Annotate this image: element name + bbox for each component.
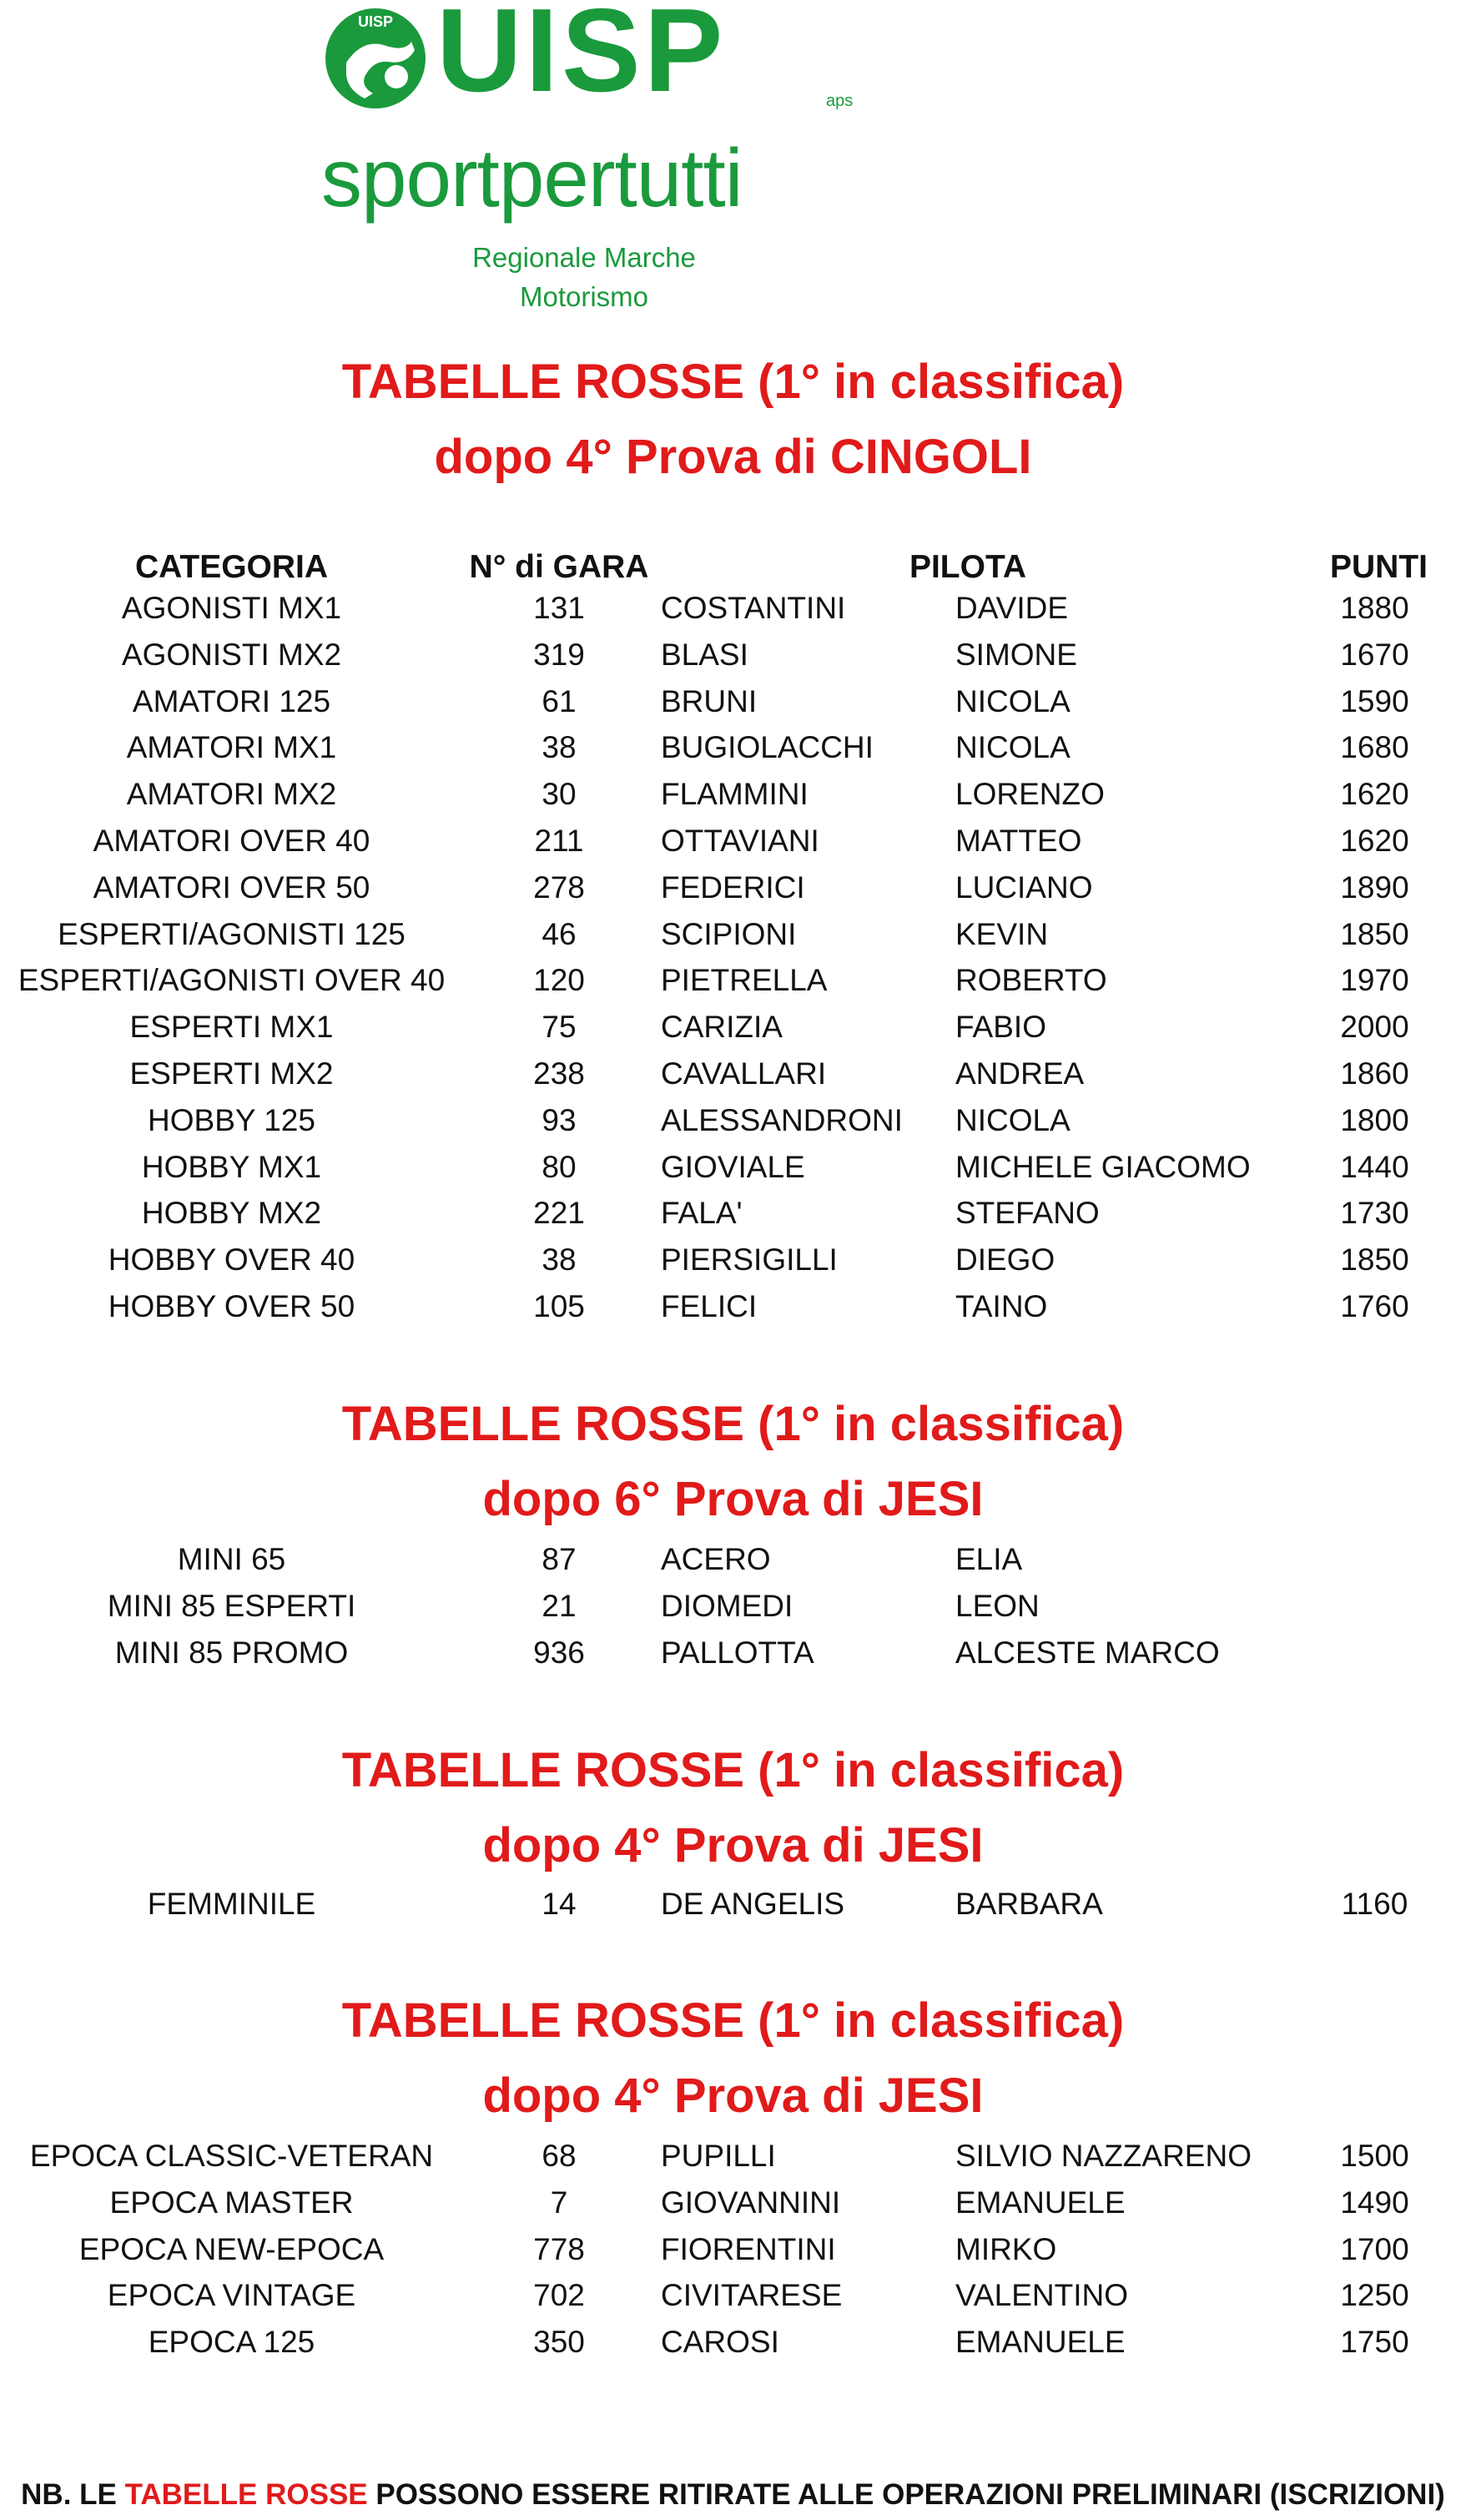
cell-points: 1670 (1340, 637, 1409, 672)
cell-first-name: LUCIANO (955, 869, 1093, 905)
cell-category: AMATORI OVER 50 (93, 869, 370, 905)
section-title-jesi-4-epoca (0, 1983, 1466, 2134)
table-row (0, 911, 1466, 958)
cell-surname: PIETRELLA (661, 963, 828, 998)
cell-race-number: 87 (542, 1542, 577, 1576)
cell-first-name: LORENZO (955, 777, 1105, 812)
cell-category: AGONISTI MX2 (121, 637, 342, 672)
cell-first-name: EMANUELE (955, 2185, 1126, 2220)
cell-race-number: 21 (542, 1588, 577, 1623)
cell-first-name: SIMONE (955, 637, 1077, 672)
cell-first-name: NICOLA (955, 1102, 1071, 1137)
cell-category: HOBBY OVER 50 (108, 1289, 355, 1323)
cell-points: 1880 (1340, 591, 1409, 625)
cell-surname: SCIPIONI (661, 916, 797, 951)
cell-first-name: STEFANO (955, 1196, 1100, 1231)
table-row (0, 1630, 1466, 1676)
cell-surname: PUPILLI (661, 2139, 776, 2173)
cell-category: MINI 85 PROMO (114, 1635, 349, 1670)
footer-prefix: NB. LE (21, 2478, 125, 2511)
cell-race-number: 120 (533, 963, 585, 998)
cell-category: AMATORI MX1 (126, 730, 337, 765)
cell-points: 1490 (1340, 2185, 1409, 2220)
cell-category: EPOCA VINTAGE (107, 2278, 356, 2313)
table-row (0, 724, 1466, 771)
cell-points: 1760 (1340, 1289, 1409, 1323)
cell-category: MINI 85 ESPERTI (107, 1588, 356, 1623)
cell-category: AGONISTI MX1 (121, 591, 342, 625)
cell-category: EPOCA MASTER (109, 2185, 354, 2220)
cell-surname: DE ANGELIS (661, 1887, 845, 1921)
cell-race-number: 80 (542, 1149, 577, 1184)
section-title-line2: dopo 4° Prova di JESI (482, 1818, 984, 1872)
cell-race-number: 61 (542, 683, 577, 718)
table-row (0, 1583, 1466, 1630)
table-row (0, 864, 1466, 911)
table-row (0, 771, 1466, 818)
uisp-emblem-icon (313, 0, 438, 113)
cell-points: 1680 (1340, 730, 1409, 765)
cell-category: ESPERTI MX1 (129, 1010, 334, 1045)
section-title-line1: TABELLE ROSSE (1° in classifica) (341, 1993, 1125, 2048)
cell-race-number: 319 (533, 637, 585, 672)
cell-surname: FALA' (661, 1196, 743, 1231)
cell-race-number: 68 (542, 2139, 577, 2173)
cell-first-name: KEVIN (955, 916, 1049, 951)
cell-points: 1750 (1340, 2325, 1409, 2360)
cell-race-number: 30 (542, 777, 577, 812)
brand-discipline: Motorismo (519, 281, 649, 312)
cell-first-name: MATTEO (955, 824, 1082, 858)
cell-race-number: 702 (533, 2278, 585, 2313)
cell-race-number: 38 (542, 1242, 577, 1278)
cell-race-number: 211 (534, 824, 584, 858)
table-row (0, 818, 1466, 864)
cell-surname: PALLOTTA (661, 1635, 814, 1670)
cell-surname: DIOMEDI (661, 1588, 793, 1623)
table-row (0, 1190, 1466, 1237)
cell-points: 1890 (1340, 869, 1409, 905)
cell-race-number: 350 (533, 2325, 585, 2360)
cell-surname: ACERO (661, 1542, 771, 1576)
table-row (0, 632, 1466, 678)
cell-first-name: DIEGO (955, 1242, 1055, 1278)
table-header (0, 544, 1466, 591)
cell-race-number: 221 (533, 1196, 585, 1231)
cell-points: 1620 (1340, 777, 1409, 812)
footer-suffix: POSSONO ESSERE RITIRATE ALLE OPERAZIONI PRELIMINARI (ISCRIZIONI) (367, 2478, 1445, 2511)
section-title-jesi-6 (0, 1387, 1466, 1537)
table-row (0, 2226, 1466, 2273)
cell-surname: CAVALLARI (661, 1056, 827, 1091)
header-category: CATEGORIA (134, 549, 329, 585)
cell-category: ESPERTI MX2 (129, 1056, 334, 1091)
cell-surname: FIORENTINI (661, 2231, 836, 2266)
cell-surname: FELICI (661, 1289, 758, 1323)
cell-category: AMATORI 125 (132, 683, 331, 718)
cell-points: 1850 (1340, 916, 1409, 951)
cell-points: 1800 (1340, 1102, 1409, 1137)
cell-race-number: 14 (542, 1887, 577, 1921)
cell-points: 1440 (1340, 1149, 1409, 1184)
cell-surname: CAROSI (661, 2325, 779, 2360)
cell-first-name: NICOLA (955, 683, 1071, 718)
cell-surname: BUGIOLACCHI (661, 730, 874, 765)
cell-race-number: 238 (533, 1056, 585, 1091)
header-pilot: PILOTA (909, 549, 1027, 585)
cell-category: HOBBY MX1 (141, 1149, 322, 1184)
brand-tagline: sportpertutti (321, 132, 743, 224)
table-row (0, 1536, 1466, 1583)
table-row (0, 2180, 1466, 2226)
cell-first-name: MIRKO (955, 2231, 1057, 2266)
section-title-line1: TABELLE ROSSE (1° in classifica) (341, 1743, 1125, 1797)
cell-category: ESPERTI/AGONISTI 125 (58, 916, 406, 951)
cell-category: AMATORI OVER 40 (93, 824, 370, 858)
cell-first-name: LEON (955, 1588, 1040, 1623)
cell-points: 2000 (1340, 1010, 1409, 1045)
emblem-text: UISP (357, 13, 394, 30)
cell-race-number: 38 (542, 730, 577, 765)
table-row (0, 1283, 1466, 1330)
cell-first-name: ANDREA (955, 1056, 1085, 1091)
footer-note (0, 2474, 1466, 2516)
cell-category: MINI 65 (177, 1542, 286, 1576)
cell-points: 1160 (1341, 1887, 1408, 1921)
cell-surname: COSTANTINI (661, 591, 846, 625)
cell-points: 1620 (1340, 824, 1409, 858)
cell-points: 1590 (1340, 683, 1409, 718)
cell-points: 1500 (1340, 2139, 1409, 2173)
table-row (0, 2272, 1466, 2319)
cell-first-name: NICOLA (955, 730, 1071, 765)
section-title-cingoli (0, 345, 1466, 495)
cell-race-number: 778 (533, 2231, 585, 2266)
cell-first-name: ALCESTE MARCO (955, 1635, 1220, 1670)
cell-first-name: TAINO (955, 1289, 1048, 1323)
cell-surname: GIOVIALE (661, 1149, 805, 1184)
cell-first-name: VALENTINO (955, 2278, 1128, 2313)
cell-surname: PIERSIGILLI (661, 1242, 838, 1278)
cell-first-name: MICHELE GIACOMO (955, 1149, 1251, 1184)
cell-points: 1860 (1340, 1056, 1409, 1091)
cell-surname: OTTAVIANI (661, 824, 819, 858)
section-title-line2: dopo 4° Prova di CINGOLI (434, 430, 1032, 484)
cell-race-number: 7 (550, 2185, 568, 2220)
cell-surname: FEDERICI (661, 869, 805, 905)
cell-category: AMATORI MX2 (126, 777, 337, 812)
section-title-line2: dopo 4° Prova di JESI (482, 2069, 984, 2123)
cell-first-name: ROBERTO (955, 963, 1107, 998)
table-row (0, 2133, 1466, 2180)
cell-surname: ALESSANDRONI (661, 1102, 903, 1137)
uisp-logo (313, 0, 855, 317)
cell-race-number: 278 (533, 869, 585, 905)
cell-category: FEMMINILE (147, 1887, 316, 1921)
cell-category: HOBBY OVER 40 (108, 1242, 355, 1278)
brand-name: UISP (436, 0, 727, 117)
cell-category: ESPERTI/AGONISTI OVER 40 (18, 963, 446, 998)
table-row (0, 1881, 1466, 1928)
cell-points: 1700 (1340, 2231, 1409, 2266)
brand-suffix: aps (826, 92, 854, 110)
table-row (0, 678, 1466, 725)
cell-category: EPOCA CLASSIC-VETERAN (29, 2139, 434, 2173)
cell-surname: CIVITARESE (661, 2278, 843, 2313)
brand-region: Regionale Marche (472, 242, 696, 273)
section-title-line1: TABELLE ROSSE (1° in classifica) (341, 355, 1125, 409)
cell-race-number: 93 (542, 1102, 577, 1137)
cell-points: 1730 (1340, 1196, 1409, 1231)
cell-category: HOBBY 125 (148, 1102, 315, 1137)
cell-first-name: ELIA (955, 1542, 1023, 1576)
cell-category: HOBBY MX2 (141, 1196, 322, 1231)
table-row (0, 2319, 1466, 2366)
header-number: N° di GARA (469, 549, 649, 585)
header-points: PUNTI (1330, 549, 1428, 585)
table-row (0, 1144, 1466, 1191)
cell-first-name: SILVIO NAZZARENO (955, 2139, 1252, 2173)
table-row (0, 1004, 1466, 1051)
cell-first-name: DAVIDE (955, 591, 1069, 625)
table-row (0, 1097, 1466, 1144)
cell-category: EPOCA 125 (148, 2325, 315, 2360)
cell-first-name: BARBARA (955, 1887, 1103, 1921)
cell-points: 1250 (1340, 2278, 1409, 2313)
cell-points: 1850 (1340, 1242, 1409, 1278)
cell-race-number: 131 (533, 591, 585, 625)
cell-surname: FLAMMINI (661, 777, 809, 812)
section-title-line2: dopo 6° Prova di JESI (482, 1472, 984, 1526)
cell-race-number: 75 (542, 1010, 577, 1045)
table-row (0, 1051, 1466, 1097)
cell-race-number: 46 (542, 916, 577, 951)
table-row (0, 1237, 1466, 1283)
section-title-jesi-4-femminile (0, 1733, 1466, 1883)
cell-surname: BLASI (661, 637, 748, 672)
footer-highlight: TABELLE ROSSE (124, 2478, 368, 2511)
cell-points: 1970 (1340, 963, 1409, 998)
cell-surname: GIOVANNINI (661, 2185, 841, 2220)
table-row (0, 585, 1466, 632)
cell-category: EPOCA NEW-EPOCA (78, 2231, 385, 2266)
cell-first-name: EMANUELE (955, 2325, 1126, 2360)
cell-surname: CARIZIA (661, 1010, 783, 1045)
section-title-line1: TABELLE ROSSE (1° in classifica) (341, 1397, 1125, 1451)
table-row (0, 957, 1466, 1004)
cell-surname: BRUNI (661, 683, 758, 718)
cell-race-number: 105 (533, 1289, 585, 1323)
cell-race-number: 936 (533, 1635, 585, 1670)
cell-first-name: FABIO (955, 1010, 1046, 1045)
